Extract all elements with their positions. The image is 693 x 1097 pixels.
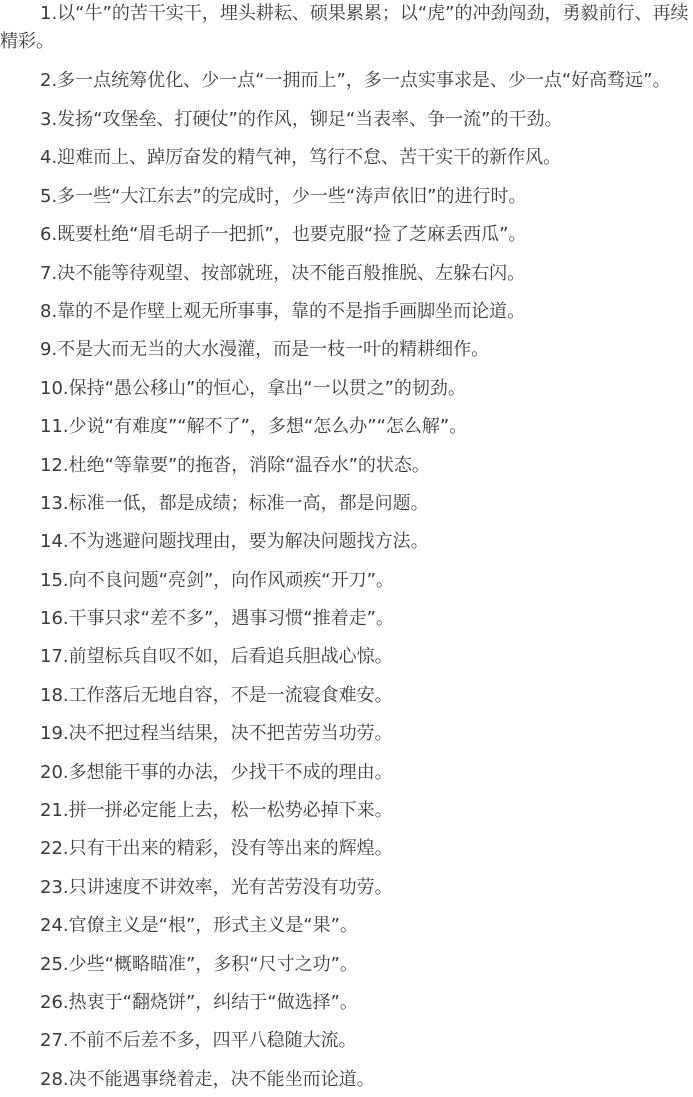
list-item: 6.既要杜绝“眉毛胡子一把抓”，也要克服“捡了芝麻丢西瓜”。 — [40, 224, 527, 246]
list-item: 26.热衷于“翻烧饼”，纠结于“做选择”。 — [40, 991, 358, 1013]
list-item: 14.不为逃避问题找理由，要为解决问题找方法。 — [40, 531, 429, 553]
list-item: 5.多一些“大江东去”的完成时，少一些“涛声依旧”的进行时。 — [40, 185, 527, 207]
list-item: 7.决不能等待观望、按部就班，决不能百般推脱、左躲右闪。 — [40, 262, 526, 284]
list-item: 12.杜绝“等靠要”的拖沓，消除“温吞水”的状态。 — [40, 454, 430, 476]
list-item: 18.工作落后无地自容，不是一流寝食难安。 — [40, 684, 393, 706]
list-item: 3.发扬“攻堡垒、打硬仗”的作风，铆足“当表率、争一流”的干劲。 — [40, 109, 563, 130]
list-item: 11.少说“有难度”“解不了”，多想“怎么办”“怎么解”。 — [40, 416, 468, 438]
list-item: 24.官僚主义是“根”，形式主义是“果”。 — [40, 915, 358, 937]
list-item: 27.不前不后差不多，四平八稳随大流。 — [40, 1030, 357, 1052]
list-item: 21.拼一拼必定能上去，松一松势必掉下来。 — [40, 800, 393, 822]
list-item: 22.只有干出来的精彩，没有等出来的辉煌。 — [40, 838, 393, 860]
list-item: 1.以“牛”的苦干实干，埋头耕耘、硕果累累；以“虎”的冲劲闯劲，勇毅前行、再续精彩。 — [0, 3, 689, 52]
list-item: 2.多一点统筹优化、少一点“一拥而上”，多一点实事求是、少一点“好高骛远”。 — [40, 70, 671, 91]
list-item: 4.迎难而上、踔厉奋发的精气神，笃行不怠、苦干实干的新作风。 — [40, 147, 562, 169]
list-item: 13.标准一低，都是成绩；标准一高，都是问题。 — [40, 492, 429, 514]
list-item: 19.决不把过程当结果，决不把苦劳当功劳。 — [40, 723, 393, 745]
list-item: 23.只讲速度不讲效率，光有苦劳没有功劳。 — [40, 876, 393, 898]
list-item: 17.前望标兵自叹不如，后看追兵胆战心惊。 — [40, 646, 393, 668]
list-item: 16.干事只求“差不多”，遇事习惯“推着走”。 — [40, 608, 394, 630]
list-item: 20.多想能干事的办法，少找干不成的理由。 — [40, 761, 393, 783]
list-item: 25.少些“概略瞄准”，多积“尺寸之功”。 — [40, 953, 358, 975]
list-item: 10.保持“愚公移山”的恒心，拿出“一以贯之”的韧劲。 — [40, 377, 466, 399]
list-item: 9.不是大而无当的大水漫灌，而是一枝一叶的精耕细作。 — [40, 339, 490, 361]
list-item: 15.向不良问题“亮剑”，向作风顽疾“开刀”。 — [40, 569, 394, 591]
list-item: 28.决不能遇事绕着走，决不能坐而论道。 — [40, 1068, 375, 1090]
list-item: 8.靠的不是作壁上观无所事事，靠的不是指手画脚坐而论道。 — [40, 300, 526, 322]
